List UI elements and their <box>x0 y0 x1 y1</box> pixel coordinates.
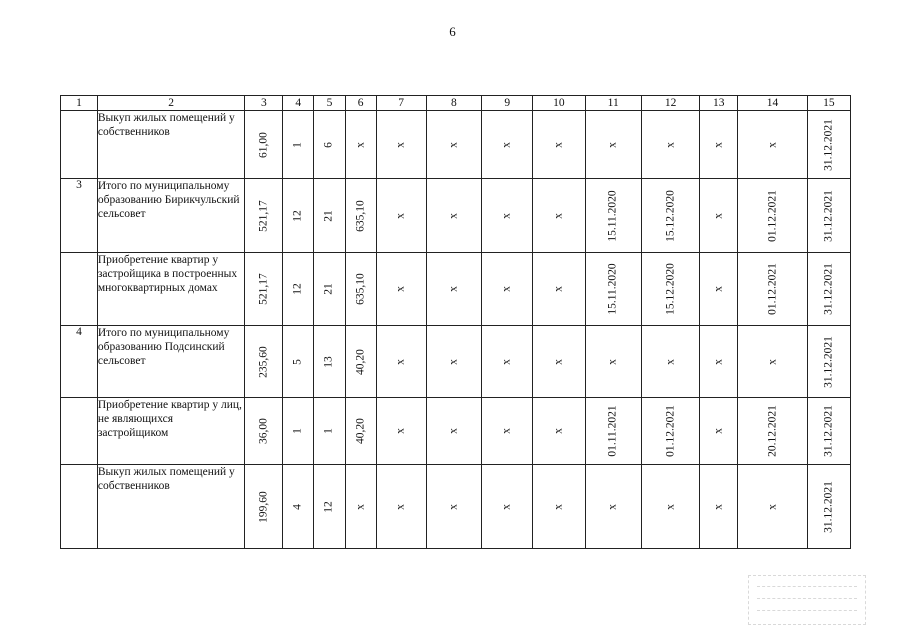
cell-col-15 <box>807 111 850 179</box>
cell-col-6 <box>345 465 376 549</box>
cell-col-11 <box>585 326 641 398</box>
cell-col-12 <box>641 179 699 253</box>
cell-col-10 <box>533 326 585 398</box>
column-header-3: 3 <box>245 96 283 111</box>
cell-col-13 <box>700 111 738 179</box>
cell-value: 635,10 <box>353 273 366 305</box>
cell-value: 12 <box>291 283 304 295</box>
cell-col-10 <box>533 111 585 179</box>
table-row <box>61 398 851 465</box>
cell-col-4 <box>283 326 314 398</box>
cell-col-10 <box>533 465 585 549</box>
cell-value: 01.12.2021 <box>663 405 676 457</box>
cell-col-14 <box>738 326 808 398</box>
cell-value: 01.12.2021 <box>765 263 778 315</box>
cell-value: x <box>394 141 407 148</box>
cell-col-8 <box>426 253 481 326</box>
cell-col-8 <box>426 465 481 549</box>
cell-value: x <box>552 286 565 292</box>
cell-col-5 <box>314 253 346 326</box>
cell-value: x <box>552 212 565 219</box>
cell-value: x <box>765 503 778 510</box>
cell-value: x <box>711 212 724 219</box>
table-row <box>61 253 851 326</box>
cell-value: x <box>711 503 724 510</box>
cell-value: 12 <box>291 209 304 222</box>
cell-value: 4 <box>291 503 304 510</box>
cell-col-4 <box>283 253 314 326</box>
cell-value: 31.12.2021 <box>822 263 835 315</box>
cell-value: x <box>500 212 513 219</box>
cell-value: 1 <box>291 428 304 434</box>
table-row <box>61 111 851 179</box>
cell-value: 31.12.2021 <box>822 189 835 242</box>
cell-value: x <box>394 428 407 434</box>
cell-col-7 <box>376 111 426 179</box>
cell-value: 521,17 <box>257 273 270 305</box>
cell-col-11 <box>585 111 641 179</box>
cell-value: 635,10 <box>353 199 366 232</box>
cell-value: 12 <box>322 500 335 513</box>
cell-col-11 <box>585 179 641 253</box>
cell-value: 15.12.2020 <box>663 263 676 315</box>
cell-col-6 <box>345 326 376 398</box>
column-header-5: 5 <box>314 96 346 111</box>
cell-value: x <box>711 141 724 148</box>
cell-value: 20.12.2021 <box>765 405 778 457</box>
row-number <box>61 111 98 179</box>
cell-value: 6 <box>322 141 335 148</box>
cell-value: 1 <box>291 141 304 148</box>
row-number <box>61 398 98 465</box>
cell-col-5 <box>314 111 346 179</box>
column-header-11: 11 <box>585 96 641 111</box>
cell-col-13 <box>700 398 738 465</box>
cell-col-3 <box>245 465 283 549</box>
cell-col-6 <box>345 398 376 465</box>
cell-value: 01.11.2021 <box>606 405 619 457</box>
cell-value: 15.12.2020 <box>663 189 676 242</box>
cell-col-9 <box>482 326 533 398</box>
cell-value: x <box>394 286 407 292</box>
cell-value: 21 <box>322 209 335 222</box>
cell-col-7 <box>376 398 426 465</box>
cell-value: 36,00 <box>257 418 270 444</box>
cell-col-14 <box>738 465 808 549</box>
column-header-15: 15 <box>807 96 850 111</box>
cell-col-15 <box>807 326 850 398</box>
row-number <box>61 253 98 326</box>
cell-col-14 <box>738 179 808 253</box>
cell-value: x <box>394 212 407 219</box>
cell-col-5 <box>314 326 346 398</box>
cell-col-12 <box>641 111 699 179</box>
cell-col-15 <box>807 465 850 549</box>
cell-value: 31.12.2021 <box>822 118 835 171</box>
cell-col-9 <box>482 398 533 465</box>
table-body <box>61 111 851 549</box>
cell-col-5 <box>314 398 346 465</box>
column-header-10: 10 <box>533 96 585 111</box>
row-name: Выкуп жилых помещений у собственников <box>97 111 245 179</box>
cell-value: x <box>606 141 619 148</box>
cell-col-12 <box>641 253 699 326</box>
cell-value: 199,60 <box>257 490 270 523</box>
cell-col-11 <box>585 398 641 465</box>
cell-value: x <box>765 358 778 365</box>
column-header-14: 14 <box>738 96 808 111</box>
cell-value: x <box>447 358 460 365</box>
cell-col-10 <box>533 398 585 465</box>
cell-col-10 <box>533 253 585 326</box>
header-row <box>61 96 851 111</box>
cell-col-7 <box>376 465 426 549</box>
cell-value: x <box>711 286 724 292</box>
row-name: Выкуп жилых помещений у собственников <box>97 465 245 549</box>
cell-col-9 <box>482 179 533 253</box>
cell-value: x <box>500 503 513 510</box>
cell-value: 40,20 <box>353 418 366 444</box>
cell-col-11 <box>585 465 641 549</box>
cell-value: x <box>711 358 724 365</box>
cell-col-7 <box>376 253 426 326</box>
page-number: 6 <box>449 24 456 39</box>
cell-value: 13 <box>322 355 335 368</box>
cell-col-15 <box>807 253 850 326</box>
cell-value: 1 <box>322 428 335 434</box>
cell-value: 15.11.2020 <box>606 189 619 242</box>
cell-value: x <box>394 358 407 365</box>
cell-value: 31.12.2021 <box>822 335 835 388</box>
cell-col-4 <box>283 111 314 179</box>
cell-value: x <box>353 141 366 148</box>
row-number <box>61 465 98 549</box>
cell-value: x <box>500 358 513 365</box>
cell-value: 40,20 <box>353 348 366 375</box>
cell-col-5 <box>314 179 346 253</box>
cell-value: x <box>711 428 724 434</box>
row-name: Приобретение квартир у лиц, не являющихся застройщиком <box>97 398 245 465</box>
cell-col-13 <box>700 465 738 549</box>
cell-value: x <box>447 428 460 434</box>
cell-value: x <box>606 358 619 365</box>
cell-col-13 <box>700 179 738 253</box>
cell-value: 5 <box>291 358 304 365</box>
cell-col-6 <box>345 253 376 326</box>
cell-col-13 <box>700 253 738 326</box>
cell-value: 31.12.2021 <box>822 480 835 533</box>
cell-value: x <box>353 503 366 510</box>
cell-value: 521,17 <box>257 199 270 232</box>
column-header-9: 9 <box>482 96 533 111</box>
cell-col-13 <box>700 326 738 398</box>
cell-value: x <box>447 212 460 219</box>
cell-value: x <box>500 286 513 292</box>
cell-value: x <box>500 141 513 148</box>
cell-value: 31.12.2021 <box>822 405 835 457</box>
cell-col-9 <box>482 111 533 179</box>
cell-col-8 <box>426 179 481 253</box>
column-header-4: 4 <box>283 96 314 111</box>
cell-col-11 <box>585 253 641 326</box>
column-header-12: 12 <box>641 96 699 111</box>
cell-col-8 <box>426 398 481 465</box>
cell-col-14 <box>738 398 808 465</box>
cell-col-12 <box>641 326 699 398</box>
column-header-2: 2 <box>97 96 245 111</box>
cell-col-7 <box>376 326 426 398</box>
cell-value: x <box>663 358 676 365</box>
cell-value: x <box>663 503 676 510</box>
cell-value: x <box>552 358 565 365</box>
row-name: Итого по муниципальному образованию Бирикчульский сельсовет <box>97 179 245 253</box>
column-header-6: 6 <box>345 96 376 111</box>
cell-col-14 <box>738 253 808 326</box>
row-number: 4 <box>61 326 98 398</box>
column-header-13: 13 <box>700 96 738 111</box>
cell-value: x <box>500 428 513 434</box>
cell-col-8 <box>426 326 481 398</box>
cell-value: x <box>447 286 460 292</box>
cell-value: x <box>447 141 460 148</box>
cell-col-3 <box>245 326 283 398</box>
row-name: Приобретение квартир у застройщика в построенных многоквартирных домах <box>97 253 245 326</box>
cell-value: 235,60 <box>257 345 270 378</box>
cell-col-12 <box>641 398 699 465</box>
cell-value: 21 <box>322 283 335 295</box>
cell-col-4 <box>283 465 314 549</box>
table-row <box>61 179 851 253</box>
allocation-table <box>60 95 851 549</box>
cell-col-5 <box>314 465 346 549</box>
table-row <box>61 326 851 398</box>
cell-value: x <box>552 428 565 434</box>
row-number: 3 <box>61 179 98 253</box>
cell-col-15 <box>807 398 850 465</box>
cell-value: x <box>447 503 460 510</box>
cell-value: 15.11.2020 <box>606 263 619 315</box>
cell-col-4 <box>283 398 314 465</box>
cell-col-3 <box>245 398 283 465</box>
cell-col-10 <box>533 179 585 253</box>
cell-value: x <box>552 141 565 148</box>
cell-value: 61,00 <box>257 131 270 158</box>
cell-col-6 <box>345 111 376 179</box>
cell-col-3 <box>245 179 283 253</box>
cell-col-7 <box>376 179 426 253</box>
cell-col-4 <box>283 179 314 253</box>
cell-value: 01.12.2021 <box>765 189 778 242</box>
cell-col-9 <box>482 465 533 549</box>
cell-col-8 <box>426 111 481 179</box>
cell-value: x <box>552 503 565 510</box>
cell-col-9 <box>482 253 533 326</box>
cell-col-6 <box>345 179 376 253</box>
cell-col-12 <box>641 465 699 549</box>
cell-col-3 <box>245 253 283 326</box>
cell-col-15 <box>807 179 850 253</box>
cell-value: x <box>663 141 676 148</box>
column-header-1: 1 <box>61 96 98 111</box>
row-name: Итого по муниципальному образованию Подсинский сельсовет <box>97 326 245 398</box>
cell-value: x <box>394 503 407 510</box>
cell-value: x <box>606 503 619 510</box>
cell-col-3 <box>245 111 283 179</box>
column-header-7: 7 <box>376 96 426 111</box>
cell-value: x <box>765 141 778 148</box>
column-header-8: 8 <box>426 96 481 111</box>
faint-stamp <box>748 575 866 625</box>
cell-col-14 <box>738 111 808 179</box>
table-row <box>61 465 851 549</box>
